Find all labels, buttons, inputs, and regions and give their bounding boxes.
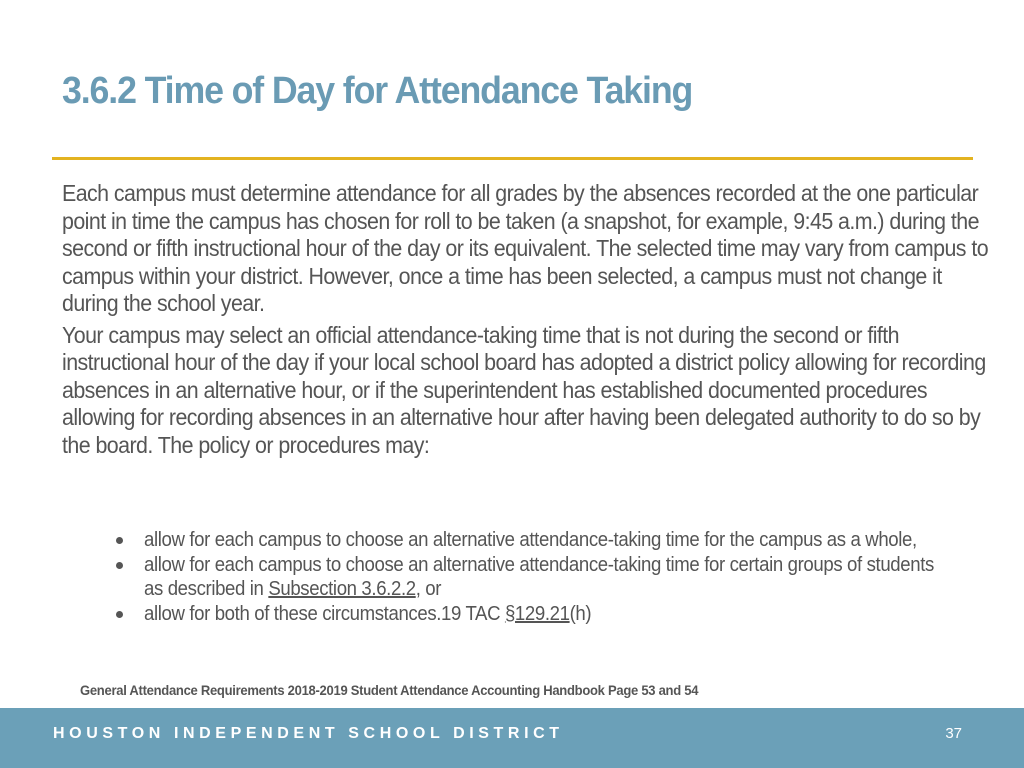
bullet-text-2 [144, 553, 944, 602]
subsection-link[interactable]: Subsection 3.6.2.2 [268, 578, 416, 600]
bullet-text-1: allow for each campus to choose an alternative attendance-taking time for the campus as a whole, [144, 529, 917, 551]
title-divider [52, 157, 973, 160]
source-citation: General Attendance Requirements 2018-2019 Student Attendance Accounting Handbook Page 53 and 54 [80, 682, 699, 698]
list-item [108, 602, 1008, 627]
footer-bar [0, 708, 1024, 768]
bullet-text-2-start: allow for each campus to choose an alternative attendance-taking time for certain groups of students as described in [144, 553, 934, 600]
district-name: HOUSTON INDEPENDENT SCHOOL DISTRICT [53, 725, 564, 742]
paragraph-1: Each campus must determine attendance for all grades by the absences recorded at the one particular point in time the campus has chosen for roll to be taken (a snapshot, for example, 9:45 a.m.) during the second or fifth instructional hour of the day or its equivalent. The selected time may vary from campus to campus within your district. However, once a time has been selected, a campus must not change it during the school year. [62, 180, 989, 316]
bullet-list [108, 528, 1008, 626]
list-item [108, 553, 1008, 602]
bullet-dot-icon [116, 611, 123, 618]
paragraph-2: Your campus may select an official attendance-taking time that is not during the second or fifth instructional hour of the day if your local school board has adopted a district policy allowing for recording absences in an alternative hour, or if the superintendent has established documented procedures allowing for recording absences in an alternative hour after having been delegated authority to do so by the board. The policy or procedures may: [62, 321, 986, 458]
bullet-text-3-end: (h) [569, 602, 592, 625]
bullet-dot-icon [116, 537, 123, 544]
bullet-dot-icon [116, 562, 123, 569]
list-item [108, 528, 1008, 553]
tac-section-link[interactable]: §129.21 [504, 602, 570, 625]
bullet-text-3-start: allow for both of these circumstances.19 TAC [144, 602, 505, 625]
slide-body [62, 180, 992, 459]
bullet-text-2-end: , or [415, 578, 442, 600]
slide-title: 3.6.2 Time of Day for Attendance Taking [62, 70, 693, 112]
bullet-text-3 [144, 602, 944, 627]
page-number: 37 [945, 725, 962, 742]
